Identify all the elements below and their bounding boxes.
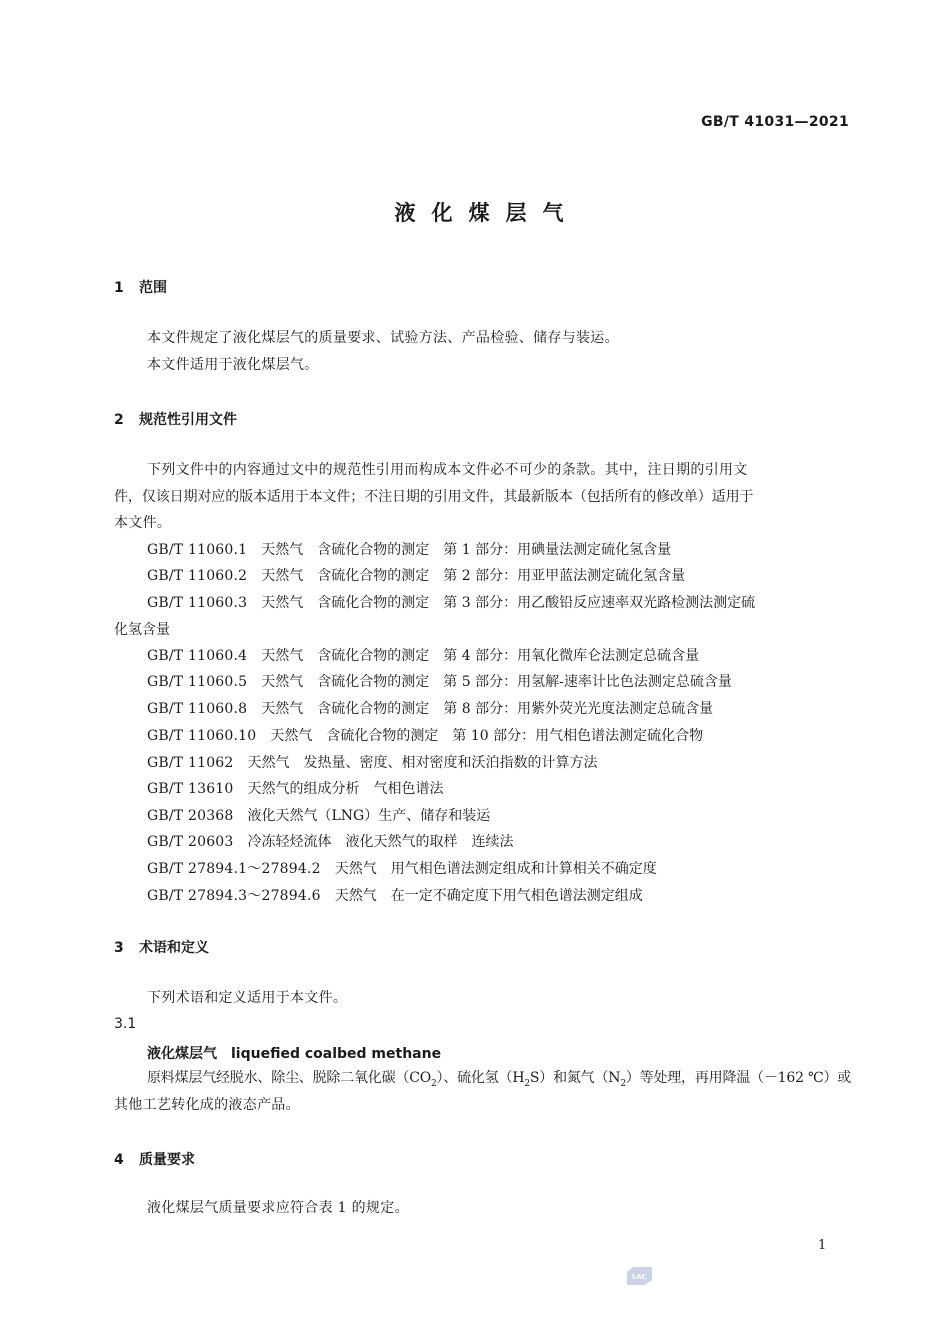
paragraph: 件，仅该日期对应的版本适用于本文件；不注日期的引用文件，其最新版本（包括所有的修改单）适用于: [114, 489, 754, 505]
reference-item: [147, 885, 643, 905]
reference-code: GB/T 11060.1: [147, 542, 248, 558]
reference-title: 天然气 含硫化合物的测定 第 5 部分：用氢解-速率计比色法测定总硫含量: [261, 674, 732, 690]
definition-text: ）、硫化氢（H: [436, 1070, 525, 1086]
definition-text: 原料煤层气经脱水、除尘、脱除二氧化碳（CO: [147, 1070, 431, 1086]
reference-code: GB/T 11062: [147, 755, 234, 771]
subscript: 2: [524, 1078, 530, 1089]
reference-item: [147, 805, 490, 825]
reference-title: 天然气 发热量、密度、相对密度和沃泊指数的计算方法: [247, 755, 598, 771]
reference-code: GB/T 11060.4: [147, 648, 248, 664]
section-title: 术语和定义: [139, 940, 209, 956]
section-1-heading: [114, 277, 167, 297]
section-title: 质量要求: [139, 1152, 195, 1168]
section-2-heading: [114, 409, 237, 429]
subscript: 2: [620, 1078, 626, 1089]
paragraph: 下列文件中的内容通过文中的规范性引用而构成本文件必不可少的条款。其中，注日期的引用文: [147, 462, 748, 478]
definition-text: S）和氮气（N: [529, 1070, 621, 1086]
section-number: 2: [114, 412, 124, 428]
reference-title: 天然气 在一定不确定度下用气相色谱法测定组成: [334, 888, 643, 904]
reference-title: 天然气 用气相色谱法测定组成和计算相关不确定度: [334, 861, 657, 877]
term-definition-continuation: 其他工艺转化成的液态产品。: [114, 1097, 300, 1113]
paragraph: 本文件适用于液化煤层气。: [147, 357, 319, 373]
section-title: 规范性引用文件: [139, 412, 237, 428]
svg-text:SAC: SAC: [631, 1273, 647, 1281]
reference-code: GB/T 11060.8: [147, 701, 248, 717]
reference-title: 液化天然气（LNG）生产、储存和装运: [247, 808, 491, 824]
reference-title: 天然气的组成分析 气相色谱法: [247, 781, 444, 797]
reference-item: [147, 539, 671, 559]
reference-title: 天然气 含硫化合物的测定 第 3 部分：用乙酸铅反应速率双光路检测法测定硫: [261, 595, 756, 611]
reference-code: GB/T 11060.5: [147, 674, 248, 690]
reference-item: [147, 645, 699, 665]
standard-code: GB/T 41031—2021: [701, 114, 849, 130]
subscript: 2: [431, 1078, 437, 1089]
reference-item: [147, 671, 732, 691]
reference-item: [147, 858, 657, 878]
reference-code: GB/T 11060.3: [147, 595, 248, 611]
term-english: liquefied coalbed methane: [231, 1046, 442, 1062]
section-number: 4: [114, 1152, 124, 1168]
reference-item: [147, 565, 685, 585]
sac-logo-icon: [625, 1266, 653, 1286]
reference-title: 天然气 含硫化合物的测定 第 8 部分：用紫外荧光光度法测定总硫含量: [261, 701, 714, 717]
paragraph: 本文件规定了液化煤层气的质量要求、试验方法、产品检验、储存与装运。: [147, 330, 619, 346]
paragraph: 下列术语和定义适用于本文件。: [147, 990, 348, 1006]
reference-item: [147, 725, 703, 745]
page-number: 1: [818, 1238, 827, 1253]
definition-text: ）等处理，再用降温（－162 ℃）或: [625, 1070, 852, 1086]
reference-title: 天然气 含硫化合物的测定 第 4 部分：用氧化微库仑法测定总硫含量: [261, 648, 700, 664]
reference-title: 冷冻轻烃流体 液化天然气的取样 连续法: [247, 834, 514, 850]
section-number: 1: [114, 280, 124, 296]
section-3-heading: [114, 937, 209, 957]
paragraph: 液化煤层气质量要求应符合表 1 的规定。: [147, 1200, 409, 1216]
reference-code: GB/T 20368: [147, 808, 234, 824]
reference-item: [147, 831, 514, 851]
paragraph: 本文件。: [114, 515, 172, 531]
reference-item: [147, 778, 444, 798]
reference-title: 天然气 含硫化合物的测定 第 2 部分：用亚甲蓝法测定硫化氢含量: [261, 568, 686, 584]
section-number: 3: [114, 940, 124, 956]
term-heading: [147, 1043, 441, 1063]
reference-item: [147, 592, 755, 612]
reference-item: [147, 752, 598, 772]
reference-code: GB/T 27894.1～27894.2: [147, 861, 321, 877]
section-4-heading: [114, 1149, 195, 1169]
reference-code: GB/T 27894.3～27894.6: [147, 888, 321, 904]
reference-code: GB/T 11060.2: [147, 568, 248, 584]
reference-title: 天然气 含硫化合物的测定 第 10 部分：用气相色谱法测定硫化合物: [270, 728, 704, 744]
term-chinese: 液化煤层气: [147, 1046, 217, 1062]
section-title: 范围: [139, 280, 167, 296]
reference-item: [147, 698, 713, 718]
document-title: 液化煤层气: [394, 201, 580, 225]
reference-code: GB/T 11060.10: [147, 728, 257, 744]
reference-continuation: 化氢含量: [114, 622, 170, 638]
reference-code: GB/T 13610: [147, 781, 234, 797]
term-number: 3.1: [114, 1016, 137, 1032]
reference-title: 天然气 含硫化合物的测定 第 1 部分：用碘量法测定硫化氢含量: [261, 542, 672, 558]
reference-code: GB/T 20603: [147, 834, 234, 850]
